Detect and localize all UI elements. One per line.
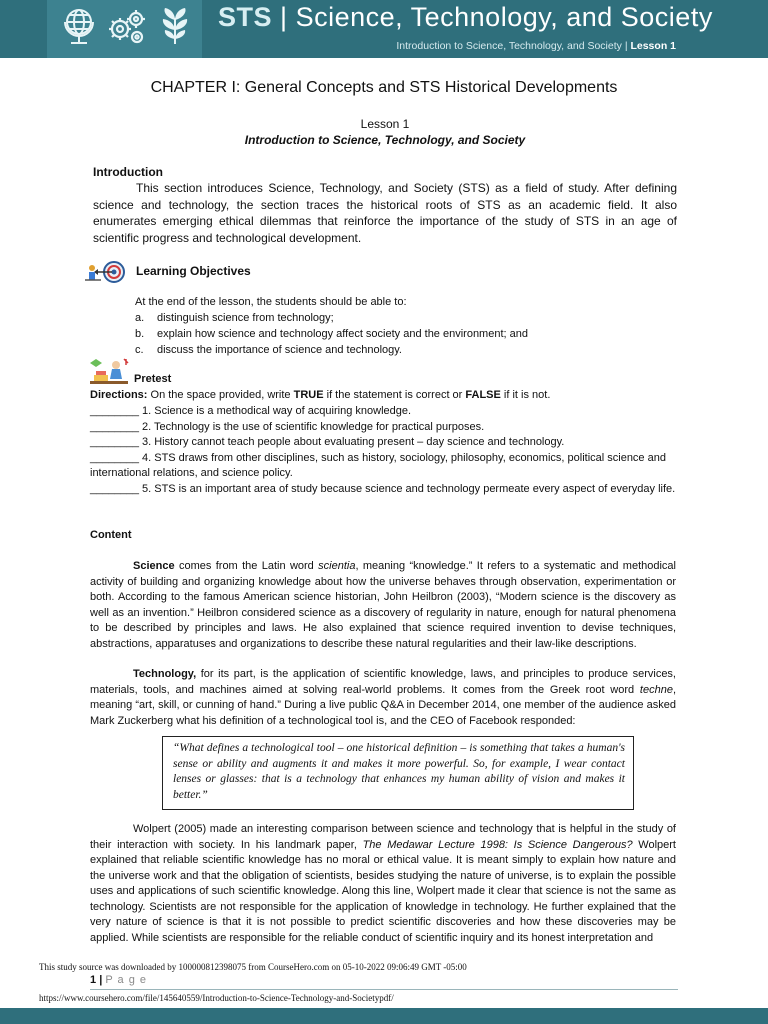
pretest-item: ________ 3. History cannot teach people about evaluating present – day science and technology. — [90, 436, 565, 449]
page-number — [90, 974, 147, 986]
science-latin-word: scientia — [318, 560, 356, 572]
science-text-a: comes from the Latin word — [174, 560, 319, 572]
list-item-key: c. — [135, 344, 144, 356]
pretest-item: ________ 4. STS draws from other disciplines, such as history, sociology, philosophy, economics, political science and international relations, and science policy. — [90, 451, 666, 480]
chapter-title: CHAPTER I: General Concepts and STS Historical Developments — [150, 79, 618, 96]
header-title — [218, 2, 713, 33]
list-item-key: b. — [135, 328, 145, 340]
zuckerberg-quote: “What defines a technological tool – one historical definition – is something that takes a human's sense or ability and augments it and makes it more powerful. So, for example, I wear contact lenses or glasses: that is a technology that enhances my human ability of vision and makes it better.” — [162, 736, 634, 810]
page-number-value: 1 — [90, 974, 97, 986]
pretest-heading: Pretest — [134, 373, 172, 385]
list-item — [135, 342, 528, 358]
list-item — [135, 310, 528, 326]
pretest-directions — [90, 389, 550, 401]
header-lesson: Lesson 1 — [630, 40, 676, 52]
directions-text-c: if it is not. — [500, 389, 551, 401]
wolpert-paper-title: The Medawar Lecture 1998: Is Science Dangerous? — [362, 838, 633, 851]
header-subtitle — [396, 40, 676, 52]
objectives-lead: At the end of the lesson, the students should be able to: — [135, 296, 407, 308]
true-word: TRUE — [293, 389, 324, 401]
header-title-text: Science, Technology, and Society — [295, 2, 713, 32]
objectives-list — [135, 310, 528, 358]
header-subtitle-text: Introduction to Science, Technology, and Society — [396, 40, 622, 52]
technology-paragraph — [90, 667, 676, 729]
pretest-student-icon — [88, 357, 130, 387]
pretest-item: ________ 1. Science is a methodical way of acquiring knowledge. — [90, 405, 412, 417]
list-item-text: discuss the importance of science and technology. — [157, 344, 402, 356]
science-text-b: , meaning “knowledge.” It refers to a systematic and methodical activity of building and organizing knowledge about how the universe behaves through observation, experimentation or both. According to the famous American science historian, John Heilbron (2003), “Modern science is the discovery as well as an invention.” Heilbron considered science as a discovery of regularity in nature, enough for natural phenomena to be described by principles and laws. He also explained that science required invention to devise techniques, abstractions, apparatuses and organizations to describe these natural regularities and their law-like descriptions. — [90, 560, 676, 650]
list-item-text: distinguish science from technology; — [157, 312, 334, 324]
page-word: P a g e — [105, 974, 147, 986]
download-source-note: This study source was downloaded by 100000812398075 from CourseHero.com on 05-10-2022 09:06:49 GMT -05:00 — [39, 962, 467, 972]
source-url[interactable]: https://www.coursehero.com/file/145640559/Introduction-to-Science-Technology-and-Societypdf/ — [39, 993, 394, 1003]
false-word: FALSE — [465, 389, 501, 401]
pretest-item: ________ 5. STS is an important area of study because science and technology permeate every aspect of everyday life. — [90, 482, 676, 495]
content-heading: Content — [90, 529, 132, 541]
target-icon — [84, 260, 130, 284]
technology-greek-word: techne — [639, 683, 673, 696]
wolpert-paragraph — [90, 822, 676, 946]
footer-bar — [0, 1008, 768, 1024]
pretest-items — [90, 404, 676, 498]
directions-text-a: On the space provided, write — [147, 389, 294, 401]
lesson-number: Lesson 1 — [360, 117, 410, 131]
science-term: Science — [133, 560, 175, 572]
gears-icon — [105, 4, 149, 48]
wolpert-text-b: Wolpert explained that reliable scientific knowledge has no moral or ethical value. It is meant simply to explain how nature and the universe work and that the obligation of scientists, besides studying the nature of universe, is to explain the possible uses and applications of such scientific knowledge. Along this line, Wolpert made it clear that science is not the same as technology. Scientists are not responsible for the application of knowledge in technology. He further explained that the very nature of science is that it is not possible to predict scientific discoveries and how these discoveries may be applied. While scientists are responsible for the reliable conduct of scientific inquiry and its honest interpretation and — [90, 838, 676, 944]
header-icon-panel — [47, 0, 202, 58]
header-brand: STS — [218, 2, 273, 32]
header-banner — [0, 0, 768, 58]
header-separator: | — [280, 2, 288, 32]
lesson-title: Introduction to Science, Technology, and Society — [244, 133, 526, 147]
directions-label: Directions: — [90, 389, 148, 401]
directions-text-b: if the statement is correct or — [323, 389, 466, 401]
objectives-heading: Learning Objectives — [136, 264, 251, 278]
header-subtitle-separator: | — [624, 40, 628, 52]
technology-text-b: , meaning “art, skill, or cunning of hand.” During a live public Q&A in December 2014, one member of the audience asked Mark Zuckerberg what his definition of a technological tool is, and the CEO of Facebook responded: — [90, 683, 676, 727]
technology-term: Technology, — [133, 668, 197, 680]
list-item-text: explain how science and technology affect society and the environment; and — [157, 328, 528, 340]
science-paragraph — [90, 559, 676, 652]
introduction-paragraph: This section introduces Science, Technology, and Society (STS) as a field of study. After defining science and technology, the section traces the historical roots of STS as an academic field. It also enumerates emerging ethical dilemmas that reinforce the importance of the study of STS in an age of scientific progress and technological development. — [93, 181, 677, 245]
page-number-separator: | — [99, 974, 103, 986]
list-item-key: a. — [135, 312, 145, 324]
introduction-heading: Introduction — [93, 165, 163, 179]
list-item — [135, 326, 528, 342]
footer-divider — [90, 989, 678, 990]
wolpert-text-a: Wolpert (2005) made an interesting comparison between science and technology that is helpful in the study of their interaction with society. In his landmark paper, — [90, 823, 676, 851]
pretest-item: ________ 2. Technology is the use of scientific knowledge for practical purposes. — [90, 420, 485, 433]
technology-text-a: for its part, is the application of scientific knowledge, laws, and principles to produce services, materials, tools, and machines aimed at solving real-world problems. It comes from the Greek root word — [90, 668, 676, 696]
plant-icon — [153, 4, 197, 48]
globe-icon — [57, 4, 101, 48]
